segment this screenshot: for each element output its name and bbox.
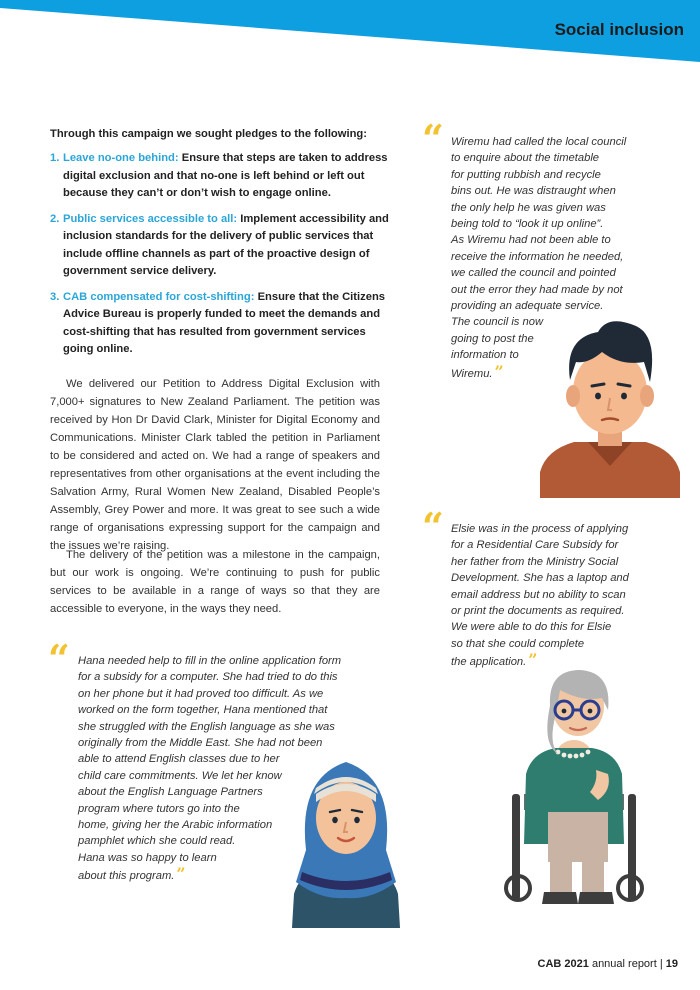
pledge-text: include offline channels as part of the proactive design of (63, 247, 370, 260)
quote-line: or print the documents as required. (451, 605, 625, 618)
quote-line: for putting rubbish and recycle (451, 168, 601, 181)
quote-line: As Wiremu had not been able to (451, 234, 611, 247)
quote-line: program where tutors go into the (78, 802, 240, 815)
pledge-number: 2. (50, 212, 60, 225)
quote-line: child care commitments. We let her know (78, 769, 282, 782)
quote-line: providing an adequate service. (451, 300, 604, 313)
elsie-quote (451, 521, 691, 671)
open-quote-icon: “ (422, 116, 444, 161)
quote-line: going to post the (451, 332, 534, 345)
quote-line: about this program. (78, 870, 175, 883)
pledge-text: government service delivery. (63, 265, 217, 277)
close-quote-icon: ” (494, 361, 504, 381)
elsie-illustration (498, 662, 650, 914)
ongoing-paragraph (50, 546, 380, 618)
quote-line: the only help he was given was (451, 201, 606, 214)
pledge-text: cost-shifting that has resulted from government services (63, 325, 366, 338)
quote-line: worked on the form together, Hana mentioned that (78, 704, 328, 717)
quote-line: for a Residential Care Subsidy for (451, 539, 619, 552)
pledge-text: going online. (63, 343, 133, 355)
quote-line: the application. (451, 656, 527, 669)
hana-illustration (292, 754, 400, 928)
pledge-number: 3. (50, 290, 60, 303)
quote-line: able to attend English classes due to her (78, 753, 280, 766)
pledge-number: 1. (50, 152, 60, 164)
quote-line: for a subsidy for a computer. She had tried to do this (78, 671, 338, 684)
pledge-text: Implement accessibility and (240, 212, 389, 225)
quote-line: Wiremu had called the local council (451, 136, 627, 148)
quote-line: we called the council and pointed (451, 267, 616, 280)
page-number: 19 (665, 958, 678, 970)
pledge-item (50, 150, 390, 203)
open-quote-icon: “ (422, 504, 444, 549)
section-title: Social inclusion (554, 20, 684, 39)
quote-line: on her phone but it had proved too difficult. As we (78, 687, 324, 700)
quote-line: pamphlet which she could read. (78, 835, 236, 848)
petition-paragraph (50, 375, 380, 555)
quote-line: home, giving her the Arabic information (78, 819, 273, 832)
quote-line: We were able to do this for Elsie (451, 621, 612, 634)
quote-line: out the error they had made by not (451, 283, 623, 296)
wiremu-illustration (540, 300, 680, 498)
quote-line: so that she could complete (451, 637, 585, 650)
quote-line: she struggled with the English language as she was (78, 720, 335, 733)
close-quote-icon: ” (528, 650, 538, 670)
quote-line: bins out. He was distraught when (451, 185, 616, 198)
quote-line: Development. She has a laptop and (451, 572, 629, 585)
campaign-intro: Through this campaign we sought pledges to the following: (50, 128, 367, 140)
paragraph-text: We delivered our Petition to Address Digital Exclusion with 7,000+ signatures to New Zealand Parliament. The petition was received by Hon Dr David Clark, Minister for Digital Economy and Communications. Minister Clark tabled the petition in Parliament to be considered and acted on. We had a range of speakers and representatives from other organisations at the event including the Salvation Army, Rural Women New Zealand, Disabled People’s Assembly, Grey Power and more. It was great to see such a wide range of organisations expressing support for the campaign and the issues we’re raising. (50, 378, 380, 552)
pledge-text: Ensure that steps are taken to address (181, 152, 388, 164)
pledge-list (50, 150, 390, 367)
close-quote-icon: ” (176, 864, 186, 884)
pledge-item (50, 289, 390, 359)
quote-line: about the English Language Partners (78, 786, 263, 799)
quote-line: her father from the Ministry Social (451, 555, 619, 568)
footer-org: CAB 2021 (537, 958, 589, 970)
footer-text: annual report | (588, 958, 666, 970)
pledge-text: inclusion standards for the delivery of public services that (63, 230, 374, 242)
quote-line: receive the information he needed, (451, 250, 624, 263)
pledge-text: Ensure that the Citizens (257, 290, 385, 303)
pledge-item (50, 211, 390, 281)
quote-line: to enquire about the timetable (451, 152, 600, 165)
paragraph-text: The delivery of the petition was a milestone in the campaign, but our work is ongoing. We’re continuing to push for public services to be available in a range of ways so that they are accessible to everyone, in the ways they need. (50, 549, 380, 615)
quote-line: The council is now (451, 316, 544, 329)
pledge-text: because they can’t or don’t wish to engage online. (63, 187, 331, 199)
quote-line: email address but no ability to scan (451, 588, 626, 601)
quote-line: Elsie was in the process of applying (451, 523, 629, 535)
pledge-heading: Leave no-one behind: (63, 152, 179, 164)
pledge-text: digital exclusion and that no-one is left behind or left out (63, 169, 365, 182)
pledge-text: Advice Bureau is properly funded to meet the demands and (63, 308, 381, 320)
quote-line: Hana needed help to fill in the online application form (78, 655, 342, 667)
pledge-heading: Public services accessible to all: (63, 212, 238, 225)
quote-line: being told to “look it up online”. (451, 218, 604, 231)
quote-line: originally from the Middle East. She had not been (78, 737, 323, 750)
open-quote-icon: “ (48, 636, 70, 681)
quote-line: Wiremu. (451, 367, 493, 380)
page-footer (538, 958, 678, 970)
pledge-heading: CAB compensated for cost-shifting: (63, 290, 255, 303)
quote-line: information to (451, 349, 519, 362)
quote-line: Hana was so happy to learn (78, 851, 217, 864)
